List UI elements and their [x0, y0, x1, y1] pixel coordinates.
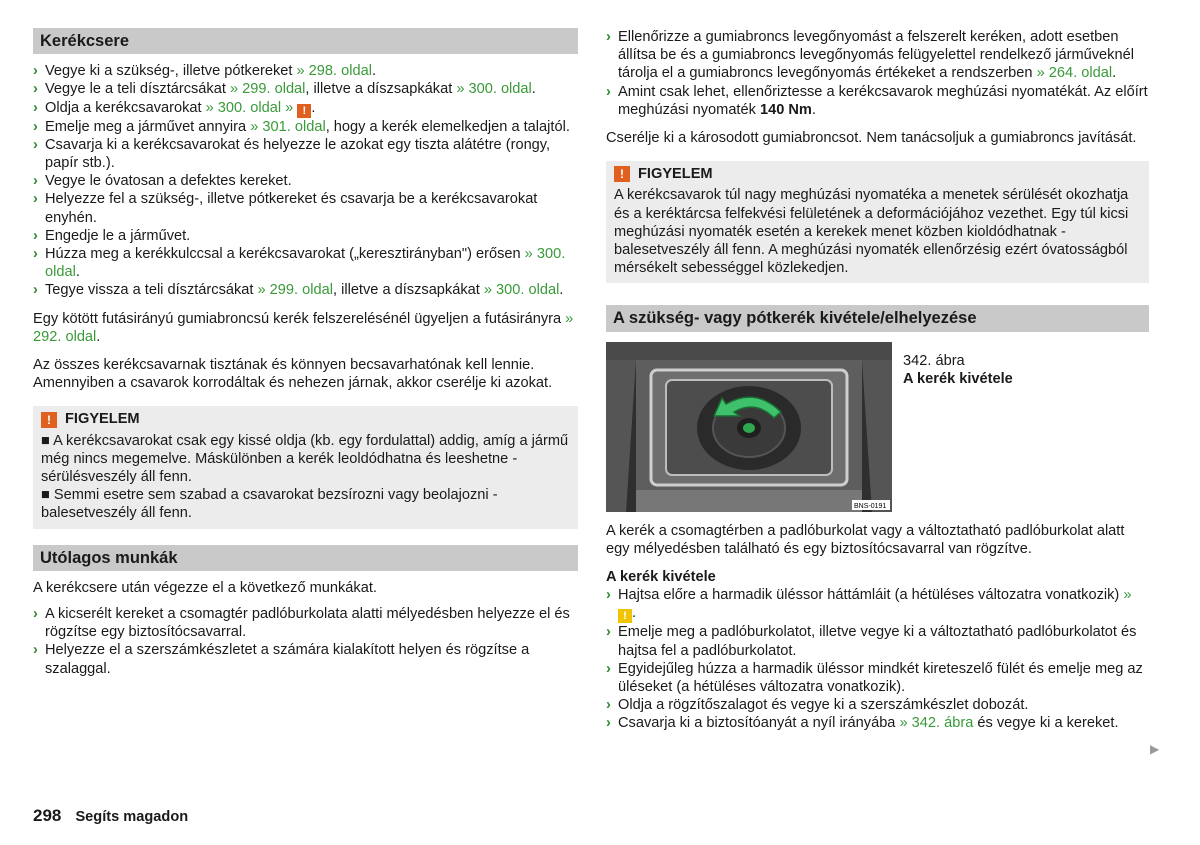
list-item: › Helyezze el a szerszámkészletet a számára kialakított helyen és rögzítse a szalaggal. — [33, 642, 530, 677]
chevron-right-icon: › — [33, 99, 38, 116]
page-link[interactable]: » 298. oldal — [296, 63, 372, 80]
subheading: A kerék kivétele — [606, 569, 716, 586]
page-link[interactable]: » 300. oldal — [483, 282, 560, 299]
chevron-right-icon: › — [33, 136, 38, 153]
page-footer — [33, 806, 188, 826]
list-item: › Csavarja ki a biztosítóanyát a nyíl irányába » 342. ábra és vegye ki a kereket. — [606, 715, 1119, 732]
chevron-right-icon: › — [606, 624, 611, 641]
list-item: › Egyidejűleg húzza a harmadik üléssor mindkét kireteszelő fülét és emelje meg az üléseket (a hétüléses változatra vonatkozik). — [606, 660, 1143, 696]
list-item: › Hajtsa előre a harmadik üléssor háttámláit (a hétüléses változatra vonatkozik) » ! . — [606, 587, 1132, 623]
figure-number: 342. ábra — [903, 352, 965, 369]
warning-title: FIGYELEM — [638, 166, 713, 183]
left-column — [33, 28, 578, 678]
paragraph: A kerék a csomagtérben a padlóburkolat vagy a változtatható padlóburkolat alatt egy mélyedésben található és egy biztosítócsavarral van rögzítve. — [606, 522, 1125, 557]
paragraph: Az összes kerékcsavarnak tisztának és könnyen becsavarhatónak kell lennie. Amennyiben a csavarok korrodáltak és nehezen járnak, akkor cserélje ki azokat. — [33, 357, 553, 392]
list-item: › Amint csak lehet, ellenőriztesse a kerékcsavarok meghúzási nyomatékát. Az előírt meghúzási nyomaték 140 Nm. — [606, 83, 1148, 118]
page-link[interactable]: » 300. oldal — [456, 81, 532, 98]
chevron-right-icon: › — [33, 642, 38, 659]
list-item: › Oldja a kerékcsavarokat » 300. oldal » ! . — [33, 99, 316, 117]
list-item: › Oldja a rögzítőszalagot és vegye ki a szerszámkészlet dobozát. — [606, 697, 1029, 714]
chevron-right-icon: › — [33, 191, 38, 208]
list-item: › Húzza meg a kerékkulccsal a kerékcsavarokat („keresztirányban") erősen » 300. oldal. — [33, 246, 566, 281]
warning-icon: ! — [41, 412, 57, 428]
chevron-right-icon: › — [33, 173, 38, 190]
continue-arrow-icon: ▶ — [1150, 742, 1160, 756]
chevron-right-icon: › — [33, 282, 38, 299]
chevron-right-icon: › — [606, 83, 611, 100]
chevron-right-icon: › — [606, 715, 611, 732]
warning-box — [606, 161, 1149, 283]
warning-icon: ! — [614, 166, 630, 182]
chevron-right-icon: › — [33, 227, 38, 244]
footer-title: Segíts magadon — [75, 809, 189, 825]
chevron-right-icon: › — [606, 587, 611, 604]
paragraph: Cserélje ki a károsodott gumiabroncsot. Nem tanácsoljuk a gumiabroncs javítását. — [606, 130, 1137, 147]
list-item: › Engedje le a járművet. — [33, 227, 191, 244]
chevron-right-icon: › — [33, 63, 38, 80]
page-link[interactable]: » 300. oldal — [205, 99, 282, 116]
warning-icon[interactable]: ! — [297, 104, 311, 118]
figure-title: A kerék kivétele — [903, 370, 1013, 387]
list-item: › Vegye le óvatosan a defektes kereket. — [33, 173, 292, 190]
figure-caption — [892, 342, 1013, 512]
list-item: › Emelje meg a járművet annyira » 301. oldal, hogy a kerék elemelkedjen a talajtól. — [33, 118, 570, 135]
figure — [606, 342, 1149, 512]
warning-box — [33, 406, 578, 528]
list-item: › Vegye ki a szükség-, illetve pótkereket » 298. oldal. — [33, 63, 376, 80]
list-item: › Csavarja ki a kerékcsavarokat és helyezze le azokat egy tiszta alátétre (rongy, papír stb.). — [33, 136, 551, 172]
chevron-right-icon: › — [606, 660, 611, 677]
chevron-right-icon: › — [33, 81, 38, 98]
chevron-right-icon: › — [33, 246, 38, 263]
right-column — [606, 28, 1149, 733]
spare-wheel-illustration — [606, 342, 892, 512]
figure-link[interactable]: » 342. ábra — [899, 715, 974, 732]
paragraph: A kerékcsere után végezze el a következő munkákat. — [33, 579, 377, 596]
page-link[interactable]: » 264. oldal — [1036, 65, 1113, 82]
caution-icon[interactable]: ! — [618, 609, 632, 623]
list-item: › Vegye le a teli dísztárcsákat » 299. oldal, illetve a díszsapkákat » 300. oldal. — [33, 81, 536, 98]
list-item: › Ellenőrizze a gumiabroncs levegőnyomást a felszerelt keréken, adott esetben állítsa be és a gumiabroncs levegőnyomás felügyelettel rendelkező járműveknél tárolja el a gumiabroncs levegőnyomás értékeket a rendszerben » 264. oldal. — [606, 29, 1134, 82]
paragraph: Egy kötött futásirányú gumiabroncsú kerék felszerelésénél ügyeljen a futásirányra » 292. oldal. — [33, 310, 574, 345]
figure-code: BNS-0191 — [854, 502, 887, 510]
list-item: › A kicserélt kereket a csomagtér padlóburkolata alatti mélyedésben helyezze el és rögzítse egy biztosítócsavarral. — [33, 606, 570, 641]
section-title-utolagos: Utólagos munkák — [33, 545, 578, 571]
page-link[interactable]: » 301. oldal — [250, 118, 326, 135]
page-number: 298 — [33, 806, 62, 825]
warning-text: ■ A kerékcsavarokat csak egy kissé oldja (kb. egy fordulattal) addig, amíg a jármű még nincs megemelve. Máskülönben a kerék leoldódhatna és leeshetne - sérülésveszély áll fenn. — [41, 432, 569, 486]
section-title-kerekcsere: Kerékcsere — [33, 28, 578, 54]
warning-text: ■ Semmi esetre sem szabad a csavarokat bezsírozni vagy beolajozni - balesetveszély áll fenn. — [41, 487, 498, 522]
chevron-right-icon: › — [33, 118, 38, 135]
chevron-right-icon: › — [606, 29, 611, 45]
page-link[interactable]: » 299. oldal — [229, 81, 306, 98]
trunk-wheel-image — [606, 342, 892, 512]
page-link[interactable]: » 292. oldal — [33, 310, 574, 345]
page-link[interactable]: » 300. oldal — [45, 246, 566, 281]
chevron-right-icon: › — [33, 606, 38, 623]
warning-text: A kerékcsavarok túl nagy meghúzási nyomatéka a menetek sérülését okozhatja és a keréktárcsa felfekvési felületének a deformációjához vezethet. Egy túl kicsi meghúzási nyomaték esetén a kerekek menet közben kioldódhatnak - balesetveszély áll fenn. A meghúzási nyomaték ellenőrzésig ezért óvatosságból mérsékelt sebességgel közlekedjen. — [614, 187, 1129, 277]
chevron-right-icon: › — [606, 697, 611, 714]
list-item: › Tegye vissza a teli dísztárcsákat » 299. oldal, illetve a díszsapkákat » 300. oldal. — [33, 282, 564, 299]
warning-title: FIGYELEM — [65, 411, 140, 428]
section-title-potkerek: A szükség- vagy pótkerék kivétele/elhelyezése — [606, 305, 1149, 331]
list-item: › Emelje meg a padlóburkolatot, illetve vegye ki a változtatható padlóburkolatot és hajtsa fel a padlóburkolatot. — [606, 624, 1137, 659]
page-link[interactable]: » 299. oldal — [257, 282, 333, 299]
list-item: › Helyezze fel a szükség-, illetve pótkereket és csavarja be a kerékcsavarokat enyhén. — [33, 191, 538, 226]
